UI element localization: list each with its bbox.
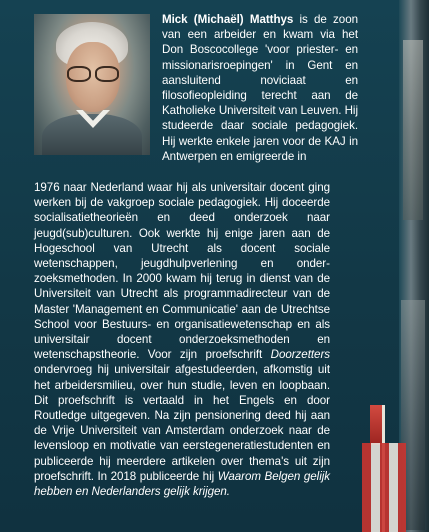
portrait-glasses <box>67 66 119 80</box>
bio-main-text-2: ondervroeg hij universitair afgestudeerden, afkomstig uit het arbeidersmilieu, over hun studie, leven en loopbaan. Dit proefschrift is vertaald in het Engels en door Routledge uitgegeven. Na zijn pensionering deed hij aan de Vrije Universiteit van Amsterdam onderzoek naar de levensloop en motivatie van eerstegeneratiestudenten en publiceerde hij meerdere artikelen over thema's uit zijn proefschrift. In 2018 publiceerde hij <box>34 363 330 483</box>
flag-striped-cloth <box>362 443 406 532</box>
author-bio-main <box>34 180 330 499</box>
glasses-left-lens <box>67 66 91 82</box>
glasses-right-lens <box>95 66 119 82</box>
bio-main-text-1: 1976 naar Nederland waar hij als universitair docent ging werken bij de vakgroep sociale pedagogiek. Hij doceerde socialisatietheorieën en deed onderzoek naar jeugd(sub)culturen. Ook werkte hij enige jaren aan de Hogeschool van Utrecht als docent sociale wetenschappen, jeugdhulpverlening en onderzoeksmethoden. In 2000 kwam hij terug in dienst van de Universiteit van Utrecht als programmadirecteur van de Master 'Management en Communicatie' aan de Utrechtse School voor Bestuurs- en organisatiewetenschap en als universitair docent onderzoeksmethoden en wetenschapstheorie. Voor zijn proefschrift <box>34 181 330 362</box>
book-title: Waarom Belgen gelijk hebben en Nederlanders gelijk krijgen. <box>34 469 331 499</box>
author-bio-intro <box>162 12 358 164</box>
bio-intro-text: is de zoon van een arbeider en kwam via het Don Boscocollege 'voor priester- en missionarisroepingen' in Gent en aansluitend noviciaat en filosofieopleiding terecht aan de Katholieke Universiteit van Leuven. Hij studeerde daar sociale pedagogiek. Hij werkte enkele jaren voor de KAJ in Antwerpen en emigreerde in <box>162 13 358 163</box>
thesis-title: Doorzetters <box>270 348 330 362</box>
author-name: Mick (Michaël) Matthys <box>162 13 294 26</box>
author-portrait <box>34 14 150 155</box>
flag-decoration <box>362 405 406 532</box>
